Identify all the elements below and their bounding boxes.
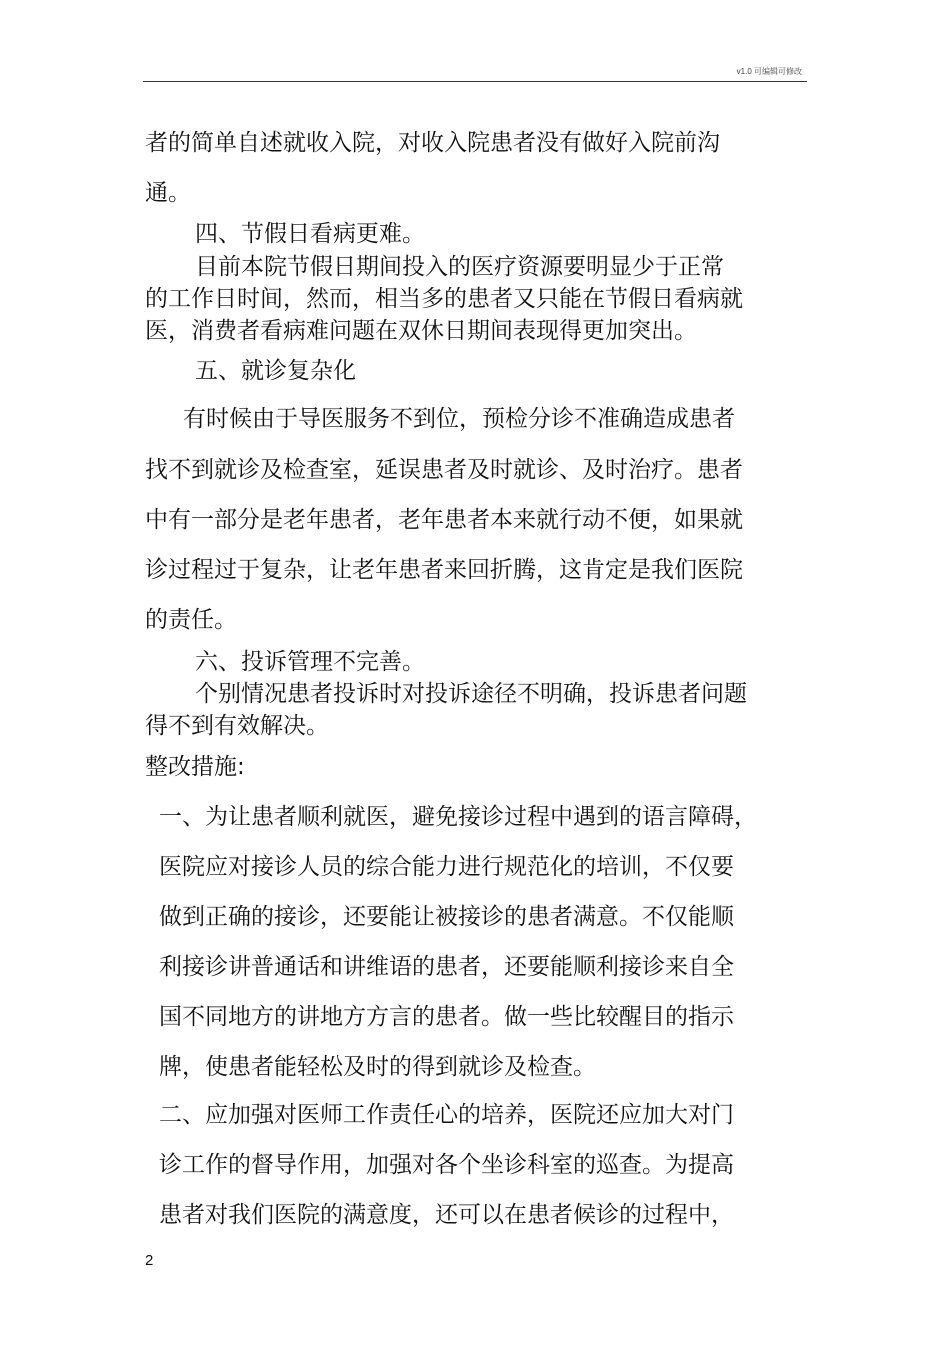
text-line: 的工作日时间，然而，相当多的患者又只能在节假日看病就 (145, 286, 743, 312)
section-heading: 四、节假日看病更难。 (195, 221, 425, 247)
text-line: 得不到有效解决。 (145, 713, 329, 739)
section-heading: 五、就诊复杂化 (195, 358, 356, 384)
text-line: 找不到就诊及检查室，延误患者及时就诊、及时治疗。患者 (145, 457, 743, 483)
text-line: 利接诊讲普通话和讲维语的患者，还要能顺利接诊来自全 (159, 954, 734, 980)
header-version: v1.0 可编辑可修改 (736, 67, 802, 76)
text-line: 二、应加强对医师工作责任心的培养，医院还应加大对门 (159, 1102, 734, 1128)
text-line: 国不同地方的讲地方方言的患者。做一些比较醒目的指示 (159, 1004, 734, 1030)
text-line: 做到正确的接诊，还要能让被接诊的患者满意。不仅能顺 (159, 904, 734, 930)
text-line: 牌，使患者能轻松及时的得到就诊及检查。 (159, 1054, 596, 1080)
text-line: 医，消费者看病难问题在双休日期间表现得更加突出。 (145, 318, 697, 344)
text-line: 医院应对接诊人员的综合能力进行规范化的培训，不仅要 (159, 854, 734, 880)
text-line: 有时候由于导医服务不到位，预检分诊不准确造成患者 (183, 406, 735, 432)
text-line: 通。 (145, 180, 191, 206)
text-line: 个别情况患者投诉时对投诉途径不明确，投诉患者问题 (195, 681, 747, 707)
page-number: 2 (145, 1252, 154, 1269)
text-line: 一、为让患者顺利就医，避免接诊过程中遇到的语言障碍， (159, 804, 757, 830)
text-line: 患者对我们医院的满意度，还可以在患者候诊的过程中， (159, 1202, 734, 1228)
text-line: 中有一部分是老年患者，老年患者本来就行动不便，如果就 (145, 507, 743, 533)
text-line: 诊过程过于复杂，让老年患者来回折腾，这肯定是我们医院 (145, 557, 743, 583)
text-line: 的责任。 (145, 607, 237, 633)
section-heading: 六、投诉管理不完善。 (195, 649, 425, 675)
text-line: 诊工作的督导作用，加强对各个坐诊科室的巡查。为提高 (159, 1152, 734, 1178)
text-line: 目前本院节假日期间投入的医疗资源要明显少于正常 (195, 254, 724, 280)
header-rule (143, 81, 807, 82)
text-line: 者的简单自述就收入院，对收入院患者没有做好入院前沟 (145, 130, 720, 156)
section-heading: 整改措施: (145, 754, 245, 780)
